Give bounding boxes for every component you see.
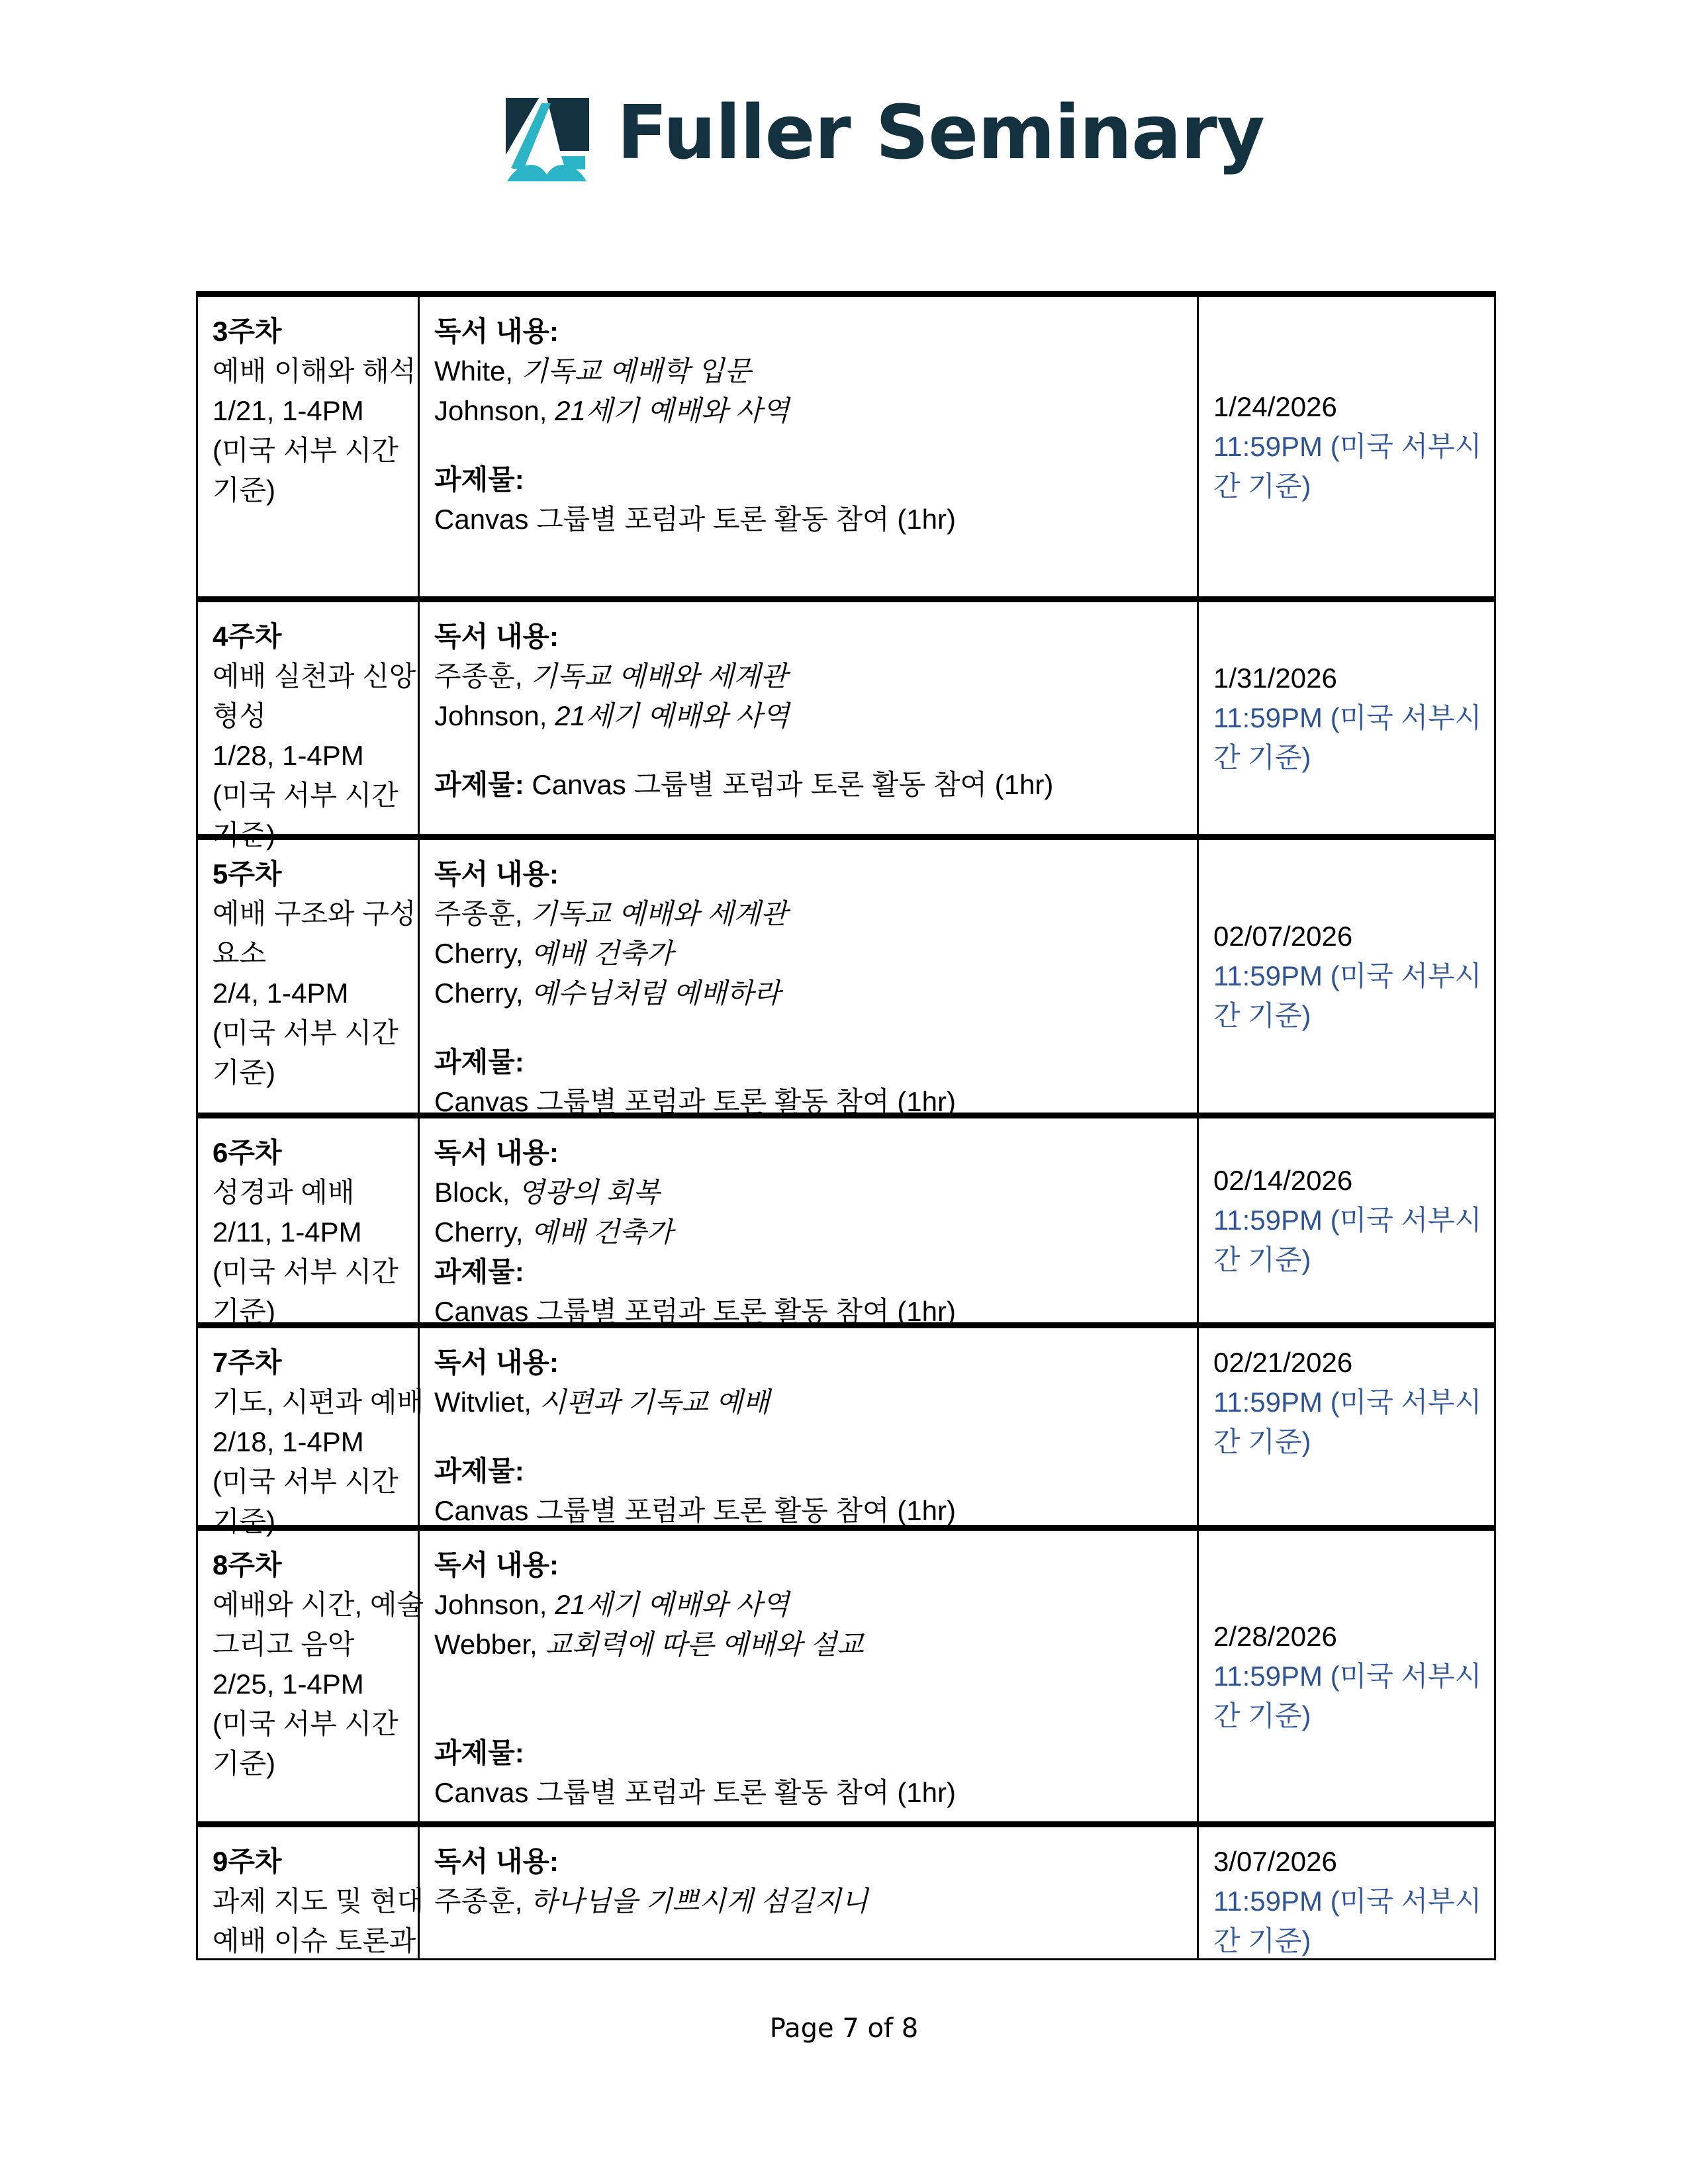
- due-cell: [1199, 840, 1494, 1113]
- content-cell: [420, 297, 1199, 596]
- week-cell: [198, 840, 420, 1113]
- reading-label: 독서 내용:: [434, 1137, 559, 1168]
- week-topic: 성경과 예배: [212, 1177, 355, 1208]
- assignment-text: Canvas 그룹별 포럼과 토론 활동 참여 (1hr): [434, 1777, 956, 1808]
- time-zone: (미국 서부 시간: [212, 1256, 399, 1287]
- week-label: 7주차: [212, 1347, 282, 1378]
- content-cell: [420, 840, 1199, 1117]
- due-cell: [1199, 1531, 1494, 1821]
- reading-label: 독서 내용:: [434, 1846, 559, 1877]
- week-topic: 예배 이슈 토론과: [212, 1925, 416, 1956]
- week-label: 9주차: [212, 1846, 282, 1877]
- assignment-text: Canvas 그룹별 포럼과 토론 활동 참여 (1hr): [434, 1495, 956, 1526]
- due-date: 2/28/2026: [1213, 1620, 1337, 1652]
- content-cell: [420, 1118, 1199, 1327]
- reading-item: Witvliet, 시편과 기독교 예배: [434, 1387, 770, 1418]
- time-zone: 기준): [212, 1057, 276, 1088]
- week-cell: [198, 1531, 424, 1821]
- week-label: 6주차: [212, 1137, 282, 1168]
- content-cell: [420, 1827, 1199, 1958]
- time-zone: 기준): [212, 819, 276, 850]
- due-time: 11:59PM (미국 서부시: [1213, 960, 1482, 991]
- assignment-text: Canvas 그룹별 포럼과 토론 활동 참여 (1hr): [434, 504, 956, 535]
- time-zone: 기준): [212, 1296, 276, 1327]
- table-row: [196, 596, 1496, 850]
- reading-item: Johnson, 21세기 예배와 사역: [434, 1589, 790, 1620]
- reading-label: 독서 내용:: [434, 1347, 559, 1378]
- due-timezone: 간 기준): [1213, 471, 1311, 502]
- due-timezone: 간 기준): [1213, 1000, 1311, 1031]
- week-topic: 요소: [212, 938, 267, 969]
- assignment-label: 과제물:: [434, 1256, 524, 1287]
- due-time: 11:59PM (미국 서부시: [1213, 431, 1482, 462]
- due-date: 3/07/2026: [1213, 1846, 1337, 1877]
- session-time: 2/25, 1-4PM: [212, 1668, 364, 1700]
- week-label: 5주차: [212, 858, 282, 889]
- reading-label: 독서 내용:: [434, 1549, 559, 1580]
- reading-item: 주종훈, 기독교 예배와 세계관: [434, 660, 788, 692]
- week-topic: 형성: [212, 700, 267, 731]
- content-cell: [420, 602, 1199, 834]
- time-zone: 기준): [212, 1748, 276, 1779]
- fuller-seminary-logo: [504, 90, 1264, 189]
- page-number: Page 7 of 8: [769, 2013, 919, 2044]
- table-row: [196, 834, 1496, 1117]
- due-timezone: 간 기준): [1213, 1426, 1311, 1457]
- table-row: [196, 1525, 1496, 1821]
- due-cell: [1199, 602, 1494, 834]
- due-date: 02/21/2026: [1213, 1347, 1353, 1378]
- reading-item: Cherry, 예배 건축가: [434, 1216, 673, 1248]
- table-row: [196, 291, 1496, 596]
- table-row: [196, 1113, 1496, 1327]
- due-timezone: 간 기준): [1213, 742, 1311, 773]
- schedule-table: [196, 291, 1496, 1960]
- week-cell: [198, 1118, 420, 1327]
- due-time: 11:59PM (미국 서부시: [1213, 1387, 1482, 1418]
- reading-item: Webber, 교회력에 따른 예배와 설교: [434, 1629, 864, 1660]
- time-zone: (미국 서부 시간: [212, 1466, 399, 1497]
- assignment-text: Canvas 그룹별 포럼과 토론 활동 참여 (1hr): [524, 769, 1054, 800]
- session-time: 2/4, 1-4PM: [212, 978, 349, 1009]
- session-time: 1/21, 1-4PM: [212, 395, 364, 426]
- week-cell: [198, 602, 420, 850]
- due-date: 1/31/2026: [1213, 662, 1337, 694]
- time-zone: (미국 서부 시간: [212, 780, 399, 811]
- reading-label: 독서 내용:: [434, 858, 559, 889]
- week-topic: 예배 구조와 구성: [212, 898, 416, 929]
- book-logo-icon: [504, 97, 590, 183]
- time-zone: (미국 서부 시간: [212, 435, 399, 466]
- reading-item: Johnson, 21세기 예배와 사역: [434, 700, 790, 731]
- time-zone: (미국 서부 시간: [212, 1708, 399, 1739]
- assignment-label: 과제물:: [434, 1046, 524, 1077]
- content-cell: [420, 1328, 1199, 1525]
- reading-item: Johnson, 21세기 예배와 사역: [434, 395, 790, 426]
- week-topic: 예배 이해와 해석: [212, 355, 416, 387]
- due-time: 11:59PM (미국 서부시: [1213, 702, 1482, 733]
- time-zone: 기준): [212, 1506, 276, 1537]
- week-topic: 예배 실천과 신앙: [212, 660, 416, 692]
- due-time: 11:59PM (미국 서부시: [1213, 1205, 1482, 1236]
- assignment-label: 과제물:: [434, 464, 524, 495]
- due-time: 11:59PM (미국 서부시: [1213, 1660, 1482, 1692]
- due-timezone: 간 기준): [1213, 1700, 1311, 1731]
- due-timezone: 간 기준): [1213, 1244, 1311, 1275]
- week-label: 4주차: [212, 621, 282, 652]
- assignment-label: 과제물:: [434, 1737, 524, 1768]
- time-zone: 기준): [212, 475, 276, 506]
- reading-item: White, 기독교 예배학 입문: [434, 355, 751, 387]
- session-time: 1/28, 1-4PM: [212, 740, 364, 771]
- reading-item: Cherry, 예배 건축가: [434, 938, 673, 969]
- week-label: 8주차: [212, 1549, 282, 1580]
- reading-item: Cherry, 예수님처럼 예배하라: [434, 978, 781, 1009]
- due-date: 02/14/2026: [1213, 1165, 1353, 1196]
- reading-label: 독서 내용:: [434, 316, 559, 347]
- time-zone: (미국 서부 시간: [212, 1017, 399, 1048]
- due-cell: [1199, 1118, 1494, 1322]
- session-time: 2/11, 1-4PM: [212, 1216, 362, 1248]
- table-row: [196, 1322, 1496, 1537]
- week-topic: 예배와 시간, 예술: [212, 1589, 424, 1620]
- due-cell: [1199, 297, 1494, 596]
- reading-label: 독서 내용:: [434, 621, 559, 652]
- week-topic: 과제 지도 및 현대: [212, 1886, 424, 1917]
- assignment-text: Canvas 그룹별 포럼과 토론 활동 참여 (1hr): [434, 1086, 956, 1117]
- table-row: [196, 1821, 1496, 1960]
- content-cell: [420, 1531, 1199, 1821]
- assignment-text: Canvas 그룹별 포럼과 토론 활동 참여 (1hr): [434, 1296, 956, 1327]
- assignment-line: [434, 765, 1197, 805]
- assignment-label: 과제물:: [434, 769, 524, 800]
- week-topic: 기도, 시편과 예배: [212, 1387, 424, 1418]
- reading-item: 주종훈, 기독교 예배와 세계관: [434, 898, 788, 929]
- reading-item: 주종훈, 하나님을 기쁘시게 섬길지니: [434, 1886, 868, 1917]
- due-date: 02/07/2026: [1213, 921, 1353, 952]
- assignment-label: 과제물:: [434, 1455, 524, 1486]
- reading-item: Block, 영광의 회복: [434, 1177, 660, 1208]
- due-date: 1/24/2026: [1213, 391, 1337, 422]
- due-timezone: 간 기준): [1213, 1925, 1311, 1956]
- session-time: 2/18, 1-4PM: [212, 1426, 364, 1457]
- due-cell: [1199, 1328, 1494, 1525]
- due-cell: [1199, 1827, 1494, 1958]
- week-topic: 그리고 음악: [212, 1629, 355, 1660]
- week-cell: [198, 1827, 424, 1958]
- week-cell: [198, 1328, 424, 1537]
- week-cell: [198, 297, 420, 596]
- due-time: 11:59PM (미국 서부시: [1213, 1886, 1482, 1917]
- logo-wordmark: Fuller Seminary: [617, 90, 1264, 176]
- week-label: 3주차: [212, 316, 282, 347]
